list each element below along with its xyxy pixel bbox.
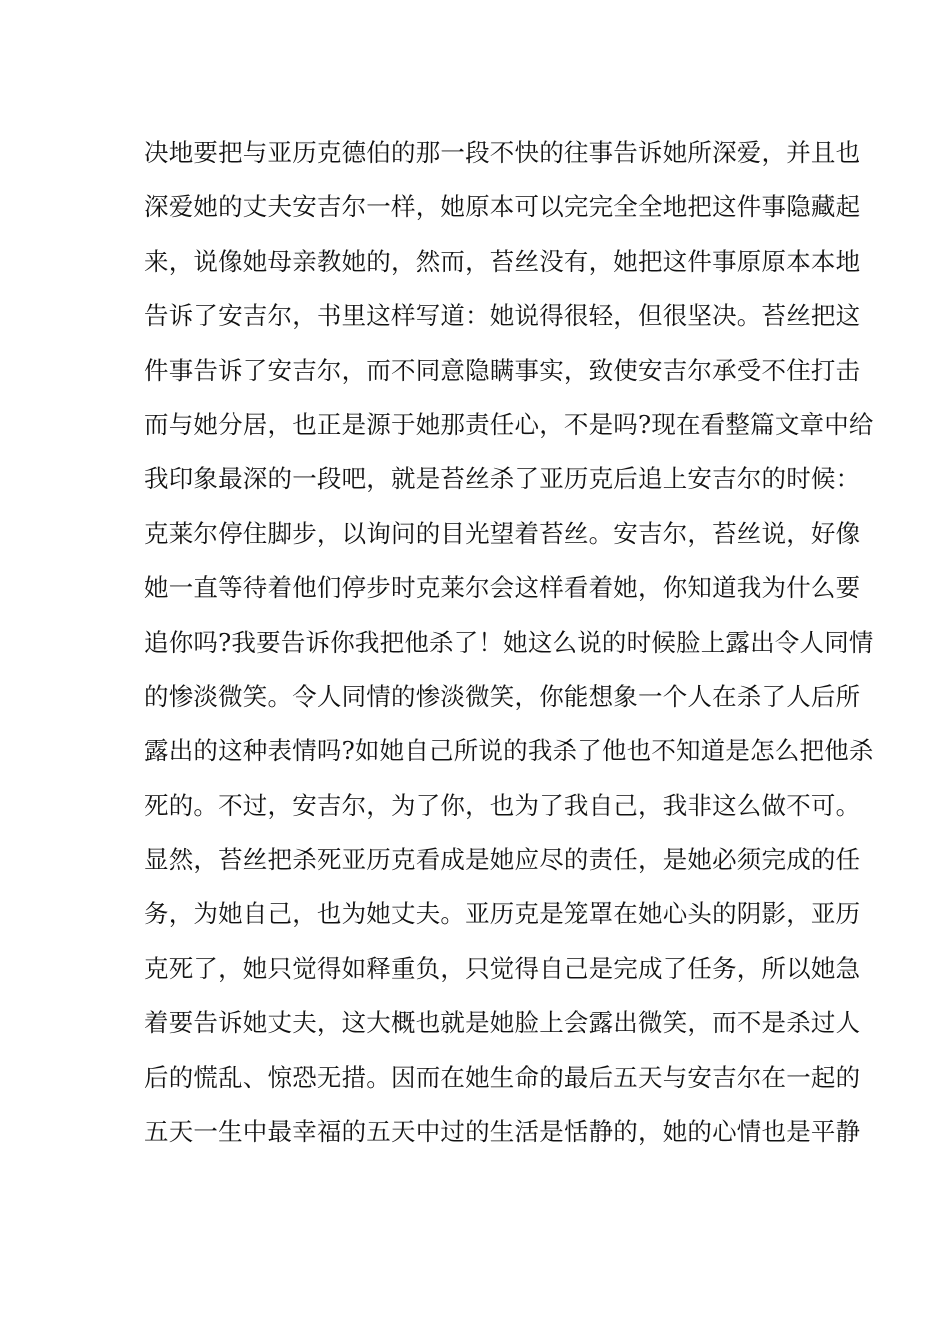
text-line: 克莱尔停住脚步，以询问的目光望着苔丝。安吉尔，苔丝说，好像 [144,518,861,548]
text-line: 决地要把与亚历克德伯的那一段不快的往事告诉她所深爱，并且也 [144,138,861,167]
body-text [144,131,874,1164]
text-line: 告诉了安吉尔，书里这样写道：她说得很轻，但很坚决。苔丝把这 [144,301,861,331]
text-line: 而与她分居，也正是源于她那责任心，不是吗?现在看整篇文章中给 [144,409,874,439]
text-line: 务，为她自己，也为她丈夫。亚历克是笼罩在她心头的阴影，亚历 [144,899,861,929]
text-line: 露出的这种表情吗?如她自己所说的我杀了他也不知道是怎么把他杀 [144,736,874,766]
text-line: 她一直等待着他们停步时克莱尔会这样看着她，你知道我为什么要 [144,573,861,603]
text-line: 后的慌乱、惊恐无措。因而在她生命的最后五天与安吉尔在一起的 [144,1062,861,1092]
text-line: 的惨淡微笑。令人同情的惨淡微笑，你能想象一个人在杀了人后所 [144,681,861,711]
text-line: 五天一生中最幸福的五天中过的生活是恬静的，她的心情也是平静 [144,1117,861,1147]
text-line: 显然，苔丝把杀死亚历克看成是她应尽的责任，是她必须完成的任 [144,845,861,875]
text-line: 死的。不过，安吉尔，为了你，也为了我自己，我非这么做不可。 [144,790,861,820]
text-line: 件事告诉了安吉尔，而不同意隐瞒事实，致使安吉尔承受不住打击 [144,355,861,385]
text-line: 追你吗?我要告诉你我把他杀了！她这么说的时候脸上露出令人同情 [144,627,874,657]
text-line: 深爱她的丈夫安吉尔一样，她原本可以完完全全地把这件事隐藏起 [144,192,861,222]
text-line: 着要告诉她丈夫，这大概也就是她脸上会露出微笑，而不是杀过人 [144,1008,861,1038]
text-line: 我印象最深的一段吧，就是苔丝杀了亚历克后追上安吉尔的时候： [144,464,861,494]
text-line: 来，说像她母亲教她的，然而，苔丝没有，她把这件事原原本本地 [144,246,861,276]
text-line: 克死了，她只觉得如释重负，只觉得自己是完成了任务，所以她急 [144,953,861,983]
